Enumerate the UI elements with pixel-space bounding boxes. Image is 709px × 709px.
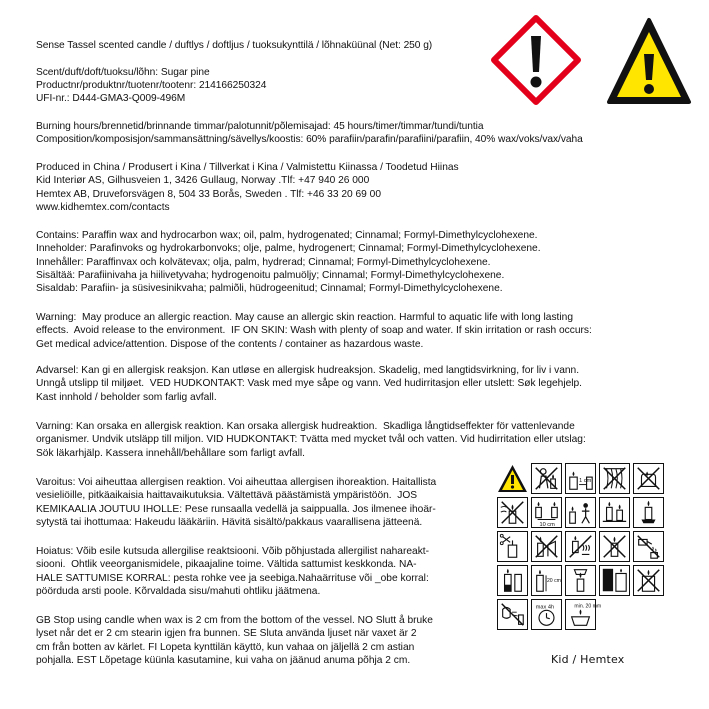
ghs07-exclamation-icon <box>494 18 578 102</box>
stop-line: pohjalla. EST Lõpetage küünla kasutamine, kui vaha on jäänud anuma põhja 2 cm. <box>36 654 411 666</box>
warning-line: Unngå utslipp til miljøet. VED HUDKONTAKT: Vask med mye såpe og vann. Ved hudirritasjon eller utslett: Søk legehjelp. <box>36 378 583 390</box>
warning-line: Warning: May produce an allergic reaction. May cause an allergic skin reaction. Harmful to aquatic life with long lasting <box>36 312 573 323</box>
warning-line: vesieliöille, pitkäaikaisia haittavaikutuksia. Vältettävä päästämistä ympäristöön. JOS <box>36 490 418 502</box>
warning-line: sytystä tai ihottumaa: Hakeudu lääkäriin. Hävitä sisältö/pakkaus vaarallisena jätteenä. <box>36 516 423 528</box>
candle-holder-icon <box>633 497 664 528</box>
contains-block <box>36 229 541 295</box>
extinguish-icon <box>565 565 596 596</box>
no-water-extinguish-icon <box>633 531 664 562</box>
scent-line: Scent/duft/doft/tuoksu/lõhn: Sugar pine <box>36 67 210 78</box>
composition: Composition/komposisjon/sammansättning/sävellys/koostis: 60% parafiin/parafin/parafiini/parafiin, 40% wax/voks/vax/vaha <box>36 134 583 145</box>
min-wax-remaining-label: min. 20 mm <box>574 603 602 610</box>
burn-pattern-icon <box>599 565 630 596</box>
contains-line: Contains: Paraffin wax and hydrocarbon wax; oil, palm, hydrogenated; Cinnamal; Formyl-Dimethylcyclohexene. <box>36 230 538 241</box>
wick-distance-icon <box>565 463 596 494</box>
warning-no-block <box>36 364 582 404</box>
warning-line: pöörduda arsti poole. Kõrvaldada sisu/mahuti ohtliku jäätmena. <box>36 585 321 597</box>
warning-triangle-icon <box>609 20 689 102</box>
warning-line: Varoitus: Voi aiheuttaa allergisen reaktion. Voi aiheuttaa allergisen ihoreaktion. Haitallista <box>36 477 437 488</box>
no-lit-in-container-icon <box>633 565 664 596</box>
do-not-burn-to-end-icon <box>497 565 528 596</box>
candle-spacing-label: 10 cm <box>539 522 555 529</box>
warning-fi-block <box>36 476 436 529</box>
warning-ee-block <box>36 545 429 598</box>
warning-line: Varning: Kan orsaka en allergisk reaktion. Kan orsaka allergisk hudreaktion. Skadliga långtidseffekter för vattenlevande <box>36 421 575 432</box>
produced-line: Kid Interiør AS, Gilhusveien 1, 3426 Gullaug, Norway .Tlf: +47 940 26 000 <box>36 175 370 187</box>
warning-en-block <box>36 311 592 351</box>
stop-line: GB Stop using candle when wax is 2 cm from the bottom of the vessel. NO Slutt å bruke <box>36 615 433 626</box>
wick-height-label: 20 cm <box>546 577 561 584</box>
contains-line: Sisaldab: Parafiin- ja süsivesinikvaha; palmiõli, hüdrogeenitud; Cinnamal; Formyl-Dimethylcyclohexene. <box>36 283 503 295</box>
brand-logo: Kid / Hemtex <box>551 653 625 666</box>
candle-spacing-icon <box>531 497 562 528</box>
min-wax-remaining-icon <box>565 599 602 630</box>
warning-line: Kast innhold / beholder som farlig avfall. <box>36 391 217 403</box>
produced-line: Produced in China / Produsert i Kina / Tillverkat i Kina / Valmistettu Kiinassa / Toodetud Hiinas <box>36 162 459 173</box>
keep-away-children-icon <box>531 463 562 494</box>
produced-line: Hemtex AB, Druveforsvägen 8, 504 33 Borås, Sweden . Tlf: +46 33 20 69 00 <box>36 188 381 200</box>
burning-hours: Burning hours/brennetid/brinnande timmar/palotunnit/põlemisajad: 45 hours/timer/timmar/tundi/tuntia <box>36 121 484 132</box>
product-title: Sense Tassel scented candle / duftlys / doftljus / tuoksukynttilä / lõhnaküünal (Net: 250 g) <box>36 40 433 51</box>
produced-link: www.kidhemtex.com/contacts <box>36 201 170 213</box>
contains-line: Sisältää: Parafiinivaha ja hiilivetyvaha; hydrogenoitu palmuöljy; Cinnamal; Formyl-Dimethylcyclohexene. <box>36 269 505 281</box>
warning-line: Hoiatus: Võib esile kutsuda allergilise reaktsiooni. Võib põhjustada allergilist nahareakt- <box>36 546 430 557</box>
contains-line: Innehåller: Paraffinvax och kolvätevax; olja, palm, hydrerad; Cinnamal; Formyl-Dimethylcyclohexene. <box>36 256 491 268</box>
max-burn-time-icon <box>531 599 562 630</box>
ufi-number: UFI-nr.: D444-GMA3-Q009-496M <box>36 93 186 104</box>
warning-line: Sök läkarhjälp. Kassera innehåll/behållare som farligt avfall. <box>36 447 305 459</box>
no-blow-icon <box>497 599 528 630</box>
contains-line: Inneholder: Parafinvoks og hydrokarbonvoks; olje, palme, hydrogenert; Cinnamal; Formyl-Dimethylcyclohexene. <box>36 243 541 255</box>
produced-block <box>36 161 459 214</box>
hazard-pictograms <box>492 16 692 108</box>
warning-line: Get medical advice/attention. Dispose of the contents / container as hazardous waste. <box>36 338 424 350</box>
stop-line: cm från botten av kärlet. FI Lopeta kynttilän käyttö, kun vahaa on jäljellä 2 cm astian <box>36 641 415 653</box>
warning-line: KEMIKAALIA JOUTUU IHOLLE: Pese runsaalla vedellä ja saippualla. Jos ilmenee ihoär- <box>36 503 436 515</box>
no-draft-icon <box>497 497 528 528</box>
warning-line: Advarsel: Kan gi en allergisk reaksjon. Kan utløse en allergisk hudreaksjon. Skadelig, med langtidsvirkning, for liv i vann. <box>36 365 580 376</box>
warning-line: effects. Avoid release to the environment. IF ON SKIN: Wash with plenty of soap and water. If skin irritation or rash occurs: <box>36 325 592 337</box>
max-burn-time-label: max 4h <box>535 604 555 611</box>
wick-height-icon <box>531 565 562 596</box>
trim-wick-icon <box>497 531 528 562</box>
warning-se-block <box>36 420 586 460</box>
no-heat-source-icon <box>565 531 596 562</box>
stop-line: lyset når det er 2 cm stearin igjen fra bunnen. SE Sluta använda ljuset när vaxet är 2 <box>36 628 417 640</box>
never-unattended-icon <box>565 497 596 528</box>
no-moving-lit-icon <box>599 531 630 562</box>
warning-line: HALE SATTUMISE KORRAL: pesta rohke vee ja seebiga.Nahaärrituse või _obe korral: <box>36 572 429 584</box>
warning-line: siooni. Ohtlik veeorganismidele, pikaajaline toime. Vältida sattumist keskkonda. NA- <box>36 559 417 571</box>
warning-line: organismer. Undvik utsläpp till miljon. VID HUDKONTAKT: Tvätta med mycket tvål och vatten. Vid hudirritation eller utslag: <box>36 434 586 446</box>
stop-using-block <box>36 614 433 667</box>
stable-surface-icon <box>599 497 630 528</box>
no-flammable-near-icon <box>531 531 562 562</box>
product-number: Productnr/produktnr/tuotenr/tootenr: 214166250324 <box>36 80 267 91</box>
do-not-touch-icon <box>633 463 664 494</box>
small-warning-icon <box>497 463 528 494</box>
wick-distance-label: 1 cm <box>579 477 592 484</box>
no-curtains-icon <box>599 463 630 494</box>
